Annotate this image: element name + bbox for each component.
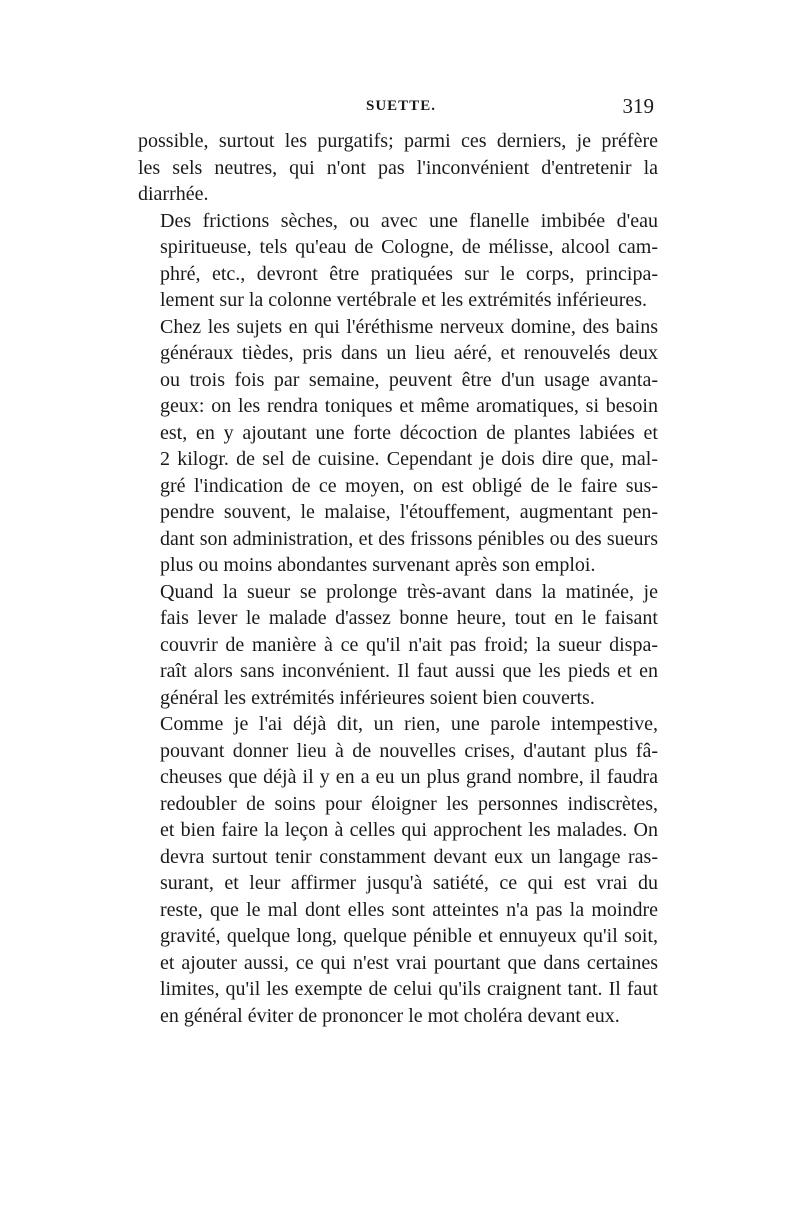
text-line: raît alors sans inconvénient. Il faut aussi que les pieds et en: [160, 660, 658, 682]
text-line: pouvant donner lieu à de nouvelles crises, d'autant plus fâ-: [160, 739, 658, 762]
text-line: est, en y ajoutant une forte décoction de plantes labiées et: [160, 421, 658, 444]
text-line: devra surtout tenir constamment devant eux un langage ras-: [160, 845, 658, 868]
text-line: couvrir de manière à ce qu'il n'ait pas froid; la sueur dispa-: [160, 633, 658, 656]
text-line: possible, surtout les purgatifs; parmi ces derniers, je préfère: [138, 130, 658, 152]
text-line: spiritueuse, tels qu'eau de Cologne, de mélisse, alcool cam-: [160, 236, 658, 258]
text-line: et ajouter aussi, ce qui n'est vrai pourtant que dans certaines: [160, 951, 658, 974]
text-line: surant, et leur affirmer jusqu'à satiété, ce qui est vrai du: [160, 872, 658, 894]
running-head: [138, 94, 658, 124]
text-line: reste, que le mal dont elles sont atteintes n'a pas la moindre: [160, 898, 658, 921]
paragraph: [138, 579, 658, 712]
text-line: généraux tièdes, pris dans un lieu aéré, et renouvelés deux: [160, 342, 658, 364]
body-text: [138, 128, 658, 1029]
text-line: limites, qu'il les exempte de celui qu'ils craignent tant. Il faut: [160, 978, 658, 1000]
text-line: fais lever le malade d'assez bonne heure, tout en le faisant: [160, 607, 658, 629]
text-line: dant son administration, et des frissons pénibles ou des sueurs: [160, 527, 658, 550]
text-line: ou trois fois par semaine, peuvent être d'un usage avanta-: [160, 368, 658, 391]
text-line: Des frictions sèches, ou avec une flanelle imbibée d'eau: [160, 209, 658, 232]
paragraph: [138, 711, 658, 1029]
text-line: lement sur la colonne vertébrale et les extrémités inférieures.: [160, 289, 648, 311]
text-line: et bien faire la leçon à celles qui approchent les malades. On: [160, 819, 658, 841]
running-title: SUETTE.: [366, 98, 436, 114]
text-line: phré, etc., devront être pratiquées sur le corps, principa-: [160, 262, 658, 285]
text-line: gravité, quelque long, quelque pénible et ennuyeux qu'il soit,: [160, 925, 658, 947]
text-line: en général éviter de prononcer le mot choléra devant eux.: [160, 1004, 620, 1027]
paragraph: [138, 208, 658, 314]
text-line: Comme je l'ai déjà dit, un rien, une parole intempestive,: [160, 713, 658, 735]
text-line: pendre souvent, le malaise, l'étouffement, augmentant pen-: [160, 501, 658, 523]
text-line: cheuses que déjà il y en a eu un plus grand nombre, il faudra: [160, 766, 658, 788]
text-line: 2 kilogr. de sel de cuisine. Cependant je dois dire que, mal-: [160, 448, 658, 470]
text-line: redoubler de soins pour éloigner les personnes indiscrètes,: [160, 792, 658, 815]
text-line: diarrhée.: [138, 183, 209, 205]
page-number: 319: [622, 94, 654, 118]
text-line: geux: on les rendra toniques et même aromatiques, si besoin: [160, 395, 658, 417]
text-line: les sels neutres, qui n'ont pas l'inconvénient d'entretenir la: [138, 156, 658, 179]
text-line: général les extrémités inférieures soient bien couverts.: [160, 686, 595, 709]
text-line: Quand la sueur se prolonge très-avant dans la matinée, je: [160, 580, 658, 603]
text-line: gré l'indication de ce moyen, on est obligé de le faire sus-: [160, 474, 658, 497]
paragraph: [138, 314, 658, 579]
text-line: Chez les sujets en qui l'éréthisme nerveux domine, des bains: [160, 315, 658, 338]
paragraph: [138, 128, 658, 208]
text-line: plus ou moins abondantes survenant après son emploi.: [160, 554, 596, 576]
